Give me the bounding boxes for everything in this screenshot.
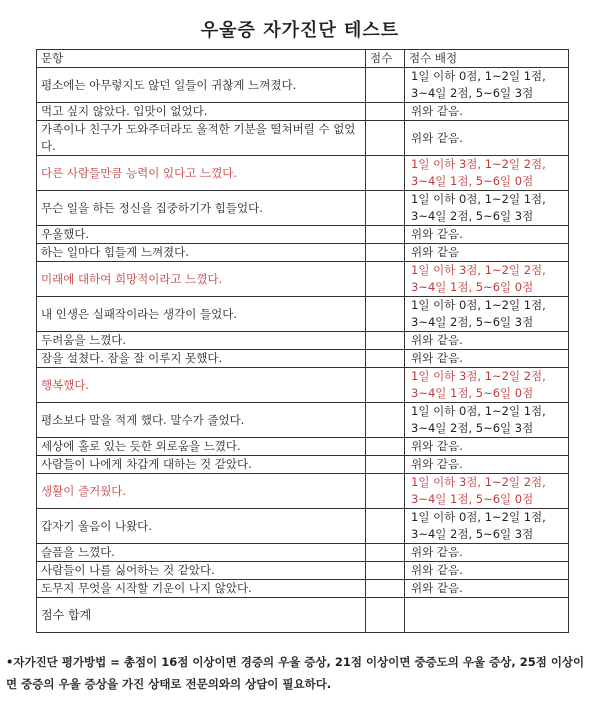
score-input-cell[interactable] (366, 350, 405, 368)
question-row (37, 562, 569, 580)
scoring-rule: 1일 이하 3점, 1~2일 2점, 3~4일 1점, 5~6일 0점 (405, 368, 569, 403)
scoring-rule: 1일 이하 0점, 1~2일 1점, 3~4일 2점, 5~6일 3점 (405, 191, 569, 226)
score-input-cell[interactable] (366, 262, 405, 297)
scoring-rule: 위와 같음 (405, 244, 569, 262)
question-row (37, 580, 569, 598)
scoring-rule: 1일 이하 3점, 1~2일 2점, 3~4일 1점, 5~6일 0점 (405, 262, 569, 297)
question-row (37, 244, 569, 262)
scoring-rule: 위와 같음. (405, 544, 569, 562)
question-text: 슬픔을 느꼈다. (37, 544, 366, 562)
score-input-cell[interactable] (366, 226, 405, 244)
question-text: 평소에는 아무렇지도 않던 일들이 귀찮게 느껴졌다. (37, 68, 366, 103)
question-row (37, 156, 569, 191)
question-text: 행복했다. (37, 368, 366, 403)
score-input-cell[interactable] (366, 562, 405, 580)
page-title: 우울증 자가진단 테스트 (200, 20, 400, 41)
question-row (37, 403, 569, 438)
scoring-rule: 1일 이하 0점, 1~2일 1점, 3~4일 2점, 5~6일 3점 (405, 297, 569, 332)
question-text: 사람들이 나를 싫어하는 것 같았다. (37, 562, 366, 580)
total-scoring-cell (405, 598, 569, 633)
score-input-cell[interactable] (366, 156, 405, 191)
score-input-cell[interactable] (366, 244, 405, 262)
score-input-cell[interactable] (366, 403, 405, 438)
question-row (37, 103, 569, 121)
question-text: 세상에 홀로 있는 듯한 외로움을 느꼈다. (37, 438, 366, 456)
question-text: 우울했다. (37, 226, 366, 244)
question-text: 내 인생은 실패작이라는 생각이 들었다. (37, 297, 366, 332)
table-header-row (37, 50, 569, 68)
total-row (37, 598, 569, 633)
score-input-cell[interactable] (366, 103, 405, 121)
scoring-rule: 위와 같음. (405, 562, 569, 580)
question-row (37, 332, 569, 350)
evaluation-note: •자가진단 평가방법 = 총점이 16점 이상이면 경증의 우울 증상, 21점 이상이면 중증도의 우울 증상, 25점 이상이면 중증의 우울 증상을 가진 상태로 전문의와의 상담이 필요하다. (6, 655, 585, 691)
question-row (37, 68, 569, 103)
score-input-cell[interactable] (366, 68, 405, 103)
question-text: 하는 일마다 힘들게 느껴졌다. (37, 244, 366, 262)
score-input-cell[interactable] (366, 297, 405, 332)
score-input-cell[interactable] (366, 456, 405, 474)
total-label: 점수 합계 (37, 598, 366, 633)
scoring-rule: 1일 이하 0점, 1~2일 1점, 3~4일 2점, 5~6일 3점 (405, 403, 569, 438)
scoring-rule: 위와 같음. (405, 332, 569, 350)
question-row (37, 350, 569, 368)
scoring-rule: 1일 이하 0점, 1~2일 1점, 3~4일 2점, 5~6일 3점 (405, 68, 569, 103)
question-row (37, 226, 569, 244)
question-text: 도무지 무엇을 시작할 기운이 나지 않았다. (37, 580, 366, 598)
question-row (37, 544, 569, 562)
score-input-cell[interactable] (366, 332, 405, 350)
question-text: 미래에 대하여 희망적이라고 느꼈다. (37, 262, 366, 297)
scoring-rule: 1일 이하 0점, 1~2일 1점, 3~4일 2점, 5~6일 3점 (405, 509, 569, 544)
score-input-cell[interactable] (366, 474, 405, 509)
question-text: 무슨 일을 하든 정신을 집중하기가 힘들었다. (37, 191, 366, 226)
scoring-rule: 위와 같음. (405, 226, 569, 244)
question-row (37, 121, 569, 156)
question-row (37, 456, 569, 474)
question-row (37, 509, 569, 544)
question-row (37, 262, 569, 297)
scoring-rule: 위와 같음. (405, 350, 569, 368)
score-input-cell[interactable] (366, 438, 405, 456)
score-input-cell[interactable] (366, 121, 405, 156)
question-text: 사람들이 나에게 차갑게 대하는 것 같았다. (37, 456, 366, 474)
score-input-cell[interactable] (366, 580, 405, 598)
question-text: 평소보다 말을 적게 했다. 말수가 줄었다. (37, 403, 366, 438)
question-row (37, 191, 569, 226)
total-score-cell[interactable] (366, 598, 405, 633)
question-row (37, 297, 569, 332)
scoring-rule: 위와 같음. (405, 580, 569, 598)
question-text: 먹고 싶지 않았다. 입맛이 없었다. (37, 103, 366, 121)
header-score: 점수 (366, 50, 405, 68)
question-row (37, 368, 569, 403)
scoring-rule: 1일 이하 3점, 1~2일 2점, 3~4일 1점, 5~6일 0점 (405, 156, 569, 191)
question-text: 두려움을 느꼈다. (37, 332, 366, 350)
question-text: 갑자기 울음이 나왔다. (37, 509, 366, 544)
question-text: 생활이 즐거웠다. (37, 474, 366, 509)
scoring-rule: 1일 이하 3점, 1~2일 2점, 3~4일 1점, 5~6일 0점 (405, 474, 569, 509)
question-row (37, 474, 569, 509)
score-input-cell[interactable] (366, 544, 405, 562)
question-text: 가족이나 친구가 도와주더라도 울적한 기분을 떨쳐버릴 수 없었다. (37, 121, 366, 156)
question-text: 잠을 설쳤다. 잠을 잘 이루지 못했다. (37, 350, 366, 368)
question-row (37, 438, 569, 456)
scoring-rule: 위와 같음. (405, 121, 569, 156)
score-input-cell[interactable] (366, 368, 405, 403)
scoring-rule: 위와 같음. (405, 438, 569, 456)
score-input-cell[interactable] (366, 191, 405, 226)
scoring-rule: 위와 같음. (405, 103, 569, 121)
header-question: 문항 (37, 50, 366, 68)
score-input-cell[interactable] (366, 509, 405, 544)
header-scoring: 점수 배정 (405, 50, 569, 68)
question-text: 다른 사람들만큼 능력이 있다고 느꼈다. (37, 156, 366, 191)
self-test-table (36, 49, 569, 633)
scoring-rule: 위와 같음. (405, 456, 569, 474)
